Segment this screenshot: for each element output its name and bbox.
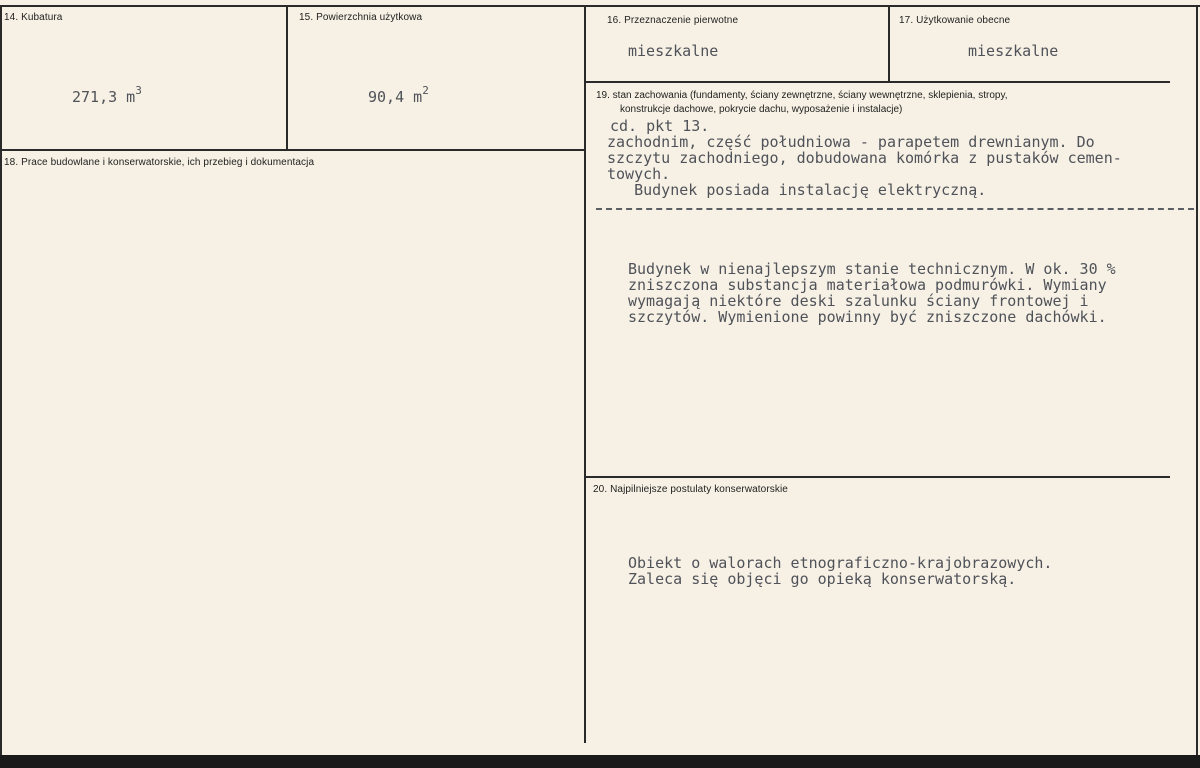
- divider-row1-left: [2, 149, 585, 151]
- field-18-label: 18. Prace budowlane i konserwatorskie, ich przebieg i dokumentacja: [4, 157, 315, 168]
- field-16-value: mieszkalne: [628, 42, 719, 60]
- field-19-text-1: zachodnim, część południowa - parapetem drewnianym. Do szczytu zachodniego, dobudowana komórka z pustaków cemen- towych. Budynek posiada instalację elektryczną.: [607, 133, 1122, 199]
- field-14-value: 271,3 $m^3$: [72, 84, 142, 106]
- field-15-label: 15. Powierzchnia użytkowa: [299, 12, 423, 23]
- right-border: [1196, 5, 1198, 755]
- field-16-label: 16. Przeznaczenie pierwotne: [607, 15, 739, 26]
- divider-14-15: [286, 6, 288, 150]
- divider-row1-right: [586, 81, 1170, 83]
- field-17-value: mieszkalne: [968, 42, 1059, 60]
- field-20-label: 20. Najpilniejsze postulaty konserwatorskie: [593, 484, 788, 495]
- card-bottom-edge: [0, 755, 1200, 768]
- field-17-label: 17. Użytkowanie obecne: [899, 15, 1011, 26]
- section-separator-dashes: [596, 208, 1194, 210]
- field-14-label: 14. Kubatura: [4, 12, 63, 23]
- divider-main-vertical: [584, 6, 586, 743]
- field-19-label: [596, 89, 1156, 117]
- field-19-text-2: Budynek w nienajlepszym stanie technicznym. W ok. 30 % zniszczona substancja materiałowa podmurówki. Wymiany wymagają niektóre deski szalunku ściany frontowej i szczytów. Wymienione powinny być zniszczone dachówki.: [628, 260, 1116, 326]
- field-20-text: Obiekt o walorach etnograficzno-krajobrazowych. Zaleca się objęci go opieką konserwatorską.: [628, 554, 1053, 588]
- top-border: [0, 5, 1200, 7]
- field-19-continuation: cd. pkt 13.: [610, 117, 710, 135]
- field-19-label-line2: konstrukcje dachowe, pokrycie dachu, wyposażenie i instalacje): [620, 104, 903, 115]
- field-19-label-line1: 19. stan zachowania (fundamenty, ściany zewnętrzne, ściany wewnętrzne, sklepienia, stropy,: [596, 90, 1008, 101]
- field-15-value: 90,4 $m^2$: [368, 84, 429, 106]
- left-border: [0, 5, 2, 755]
- divider-19-20: [586, 476, 1170, 478]
- divider-16-17: [888, 6, 890, 82]
